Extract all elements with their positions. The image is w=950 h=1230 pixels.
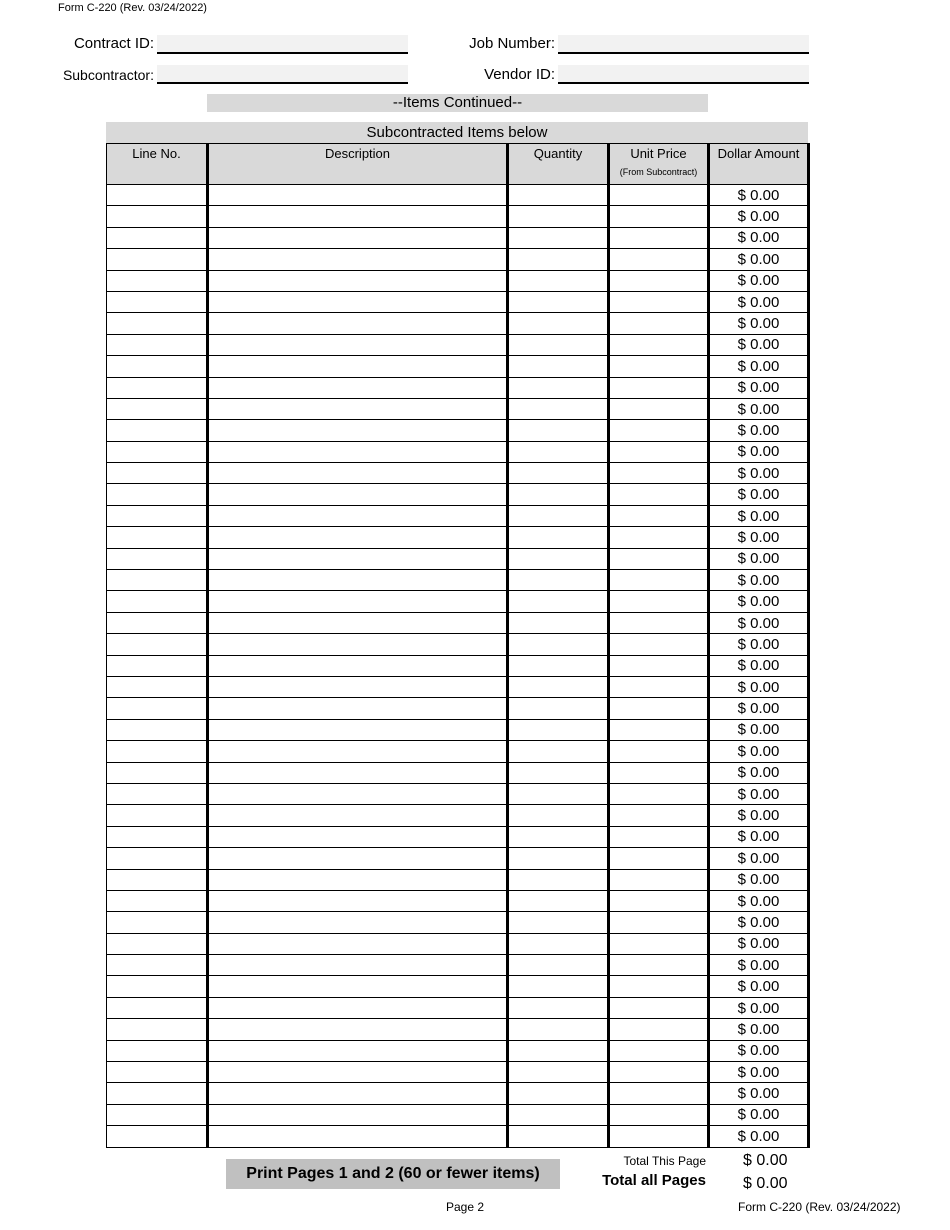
quantity-cell[interactable] bbox=[508, 826, 609, 847]
table-row bbox=[107, 976, 809, 997]
line-no-cell[interactable] bbox=[107, 441, 208, 462]
line-no-cell[interactable] bbox=[107, 334, 208, 355]
dollar-amount-cell: $ 0.00 bbox=[709, 1126, 809, 1147]
unit-price-cell[interactable] bbox=[609, 805, 709, 826]
dollar-amount-cell: $ 0.00 bbox=[709, 1062, 809, 1083]
dollar-amount-cell: $ 0.00 bbox=[709, 997, 809, 1018]
description-cell[interactable] bbox=[208, 334, 508, 355]
vendor-id-field[interactable] bbox=[558, 65, 809, 84]
dollar-amount-cell: $ 0.00 bbox=[709, 1104, 809, 1125]
quantity-cell[interactable] bbox=[508, 976, 609, 997]
dollar-amount-cell: $ 0.00 bbox=[709, 612, 809, 633]
table-row bbox=[107, 890, 809, 911]
quantity-cell[interactable] bbox=[508, 612, 609, 633]
line-no-cell[interactable] bbox=[107, 527, 208, 548]
unit-price-cell[interactable] bbox=[609, 826, 709, 847]
unit-price-cell[interactable] bbox=[609, 420, 709, 441]
table-row bbox=[107, 356, 809, 377]
items-continued-banner: --Items Continued-- bbox=[207, 94, 708, 112]
table-row bbox=[107, 270, 809, 291]
form-id-top: Form C-220 (Rev. 03/24/2022) bbox=[58, 2, 207, 14]
description-cell[interactable] bbox=[208, 291, 508, 312]
description-cell[interactable] bbox=[208, 398, 508, 419]
dollar-amount-cell: $ 0.00 bbox=[709, 249, 809, 270]
line-no-cell[interactable] bbox=[107, 484, 208, 505]
table-row bbox=[107, 420, 809, 441]
contract-id-label: Contract ID: bbox=[73, 35, 154, 52]
table-row bbox=[107, 1126, 809, 1147]
quantity-cell[interactable] bbox=[508, 1083, 609, 1104]
quantity-cell[interactable] bbox=[508, 698, 609, 719]
quantity-cell[interactable] bbox=[508, 1126, 609, 1147]
quantity-cell[interactable] bbox=[508, 334, 609, 355]
description-cell[interactable] bbox=[208, 997, 508, 1018]
table-row bbox=[107, 1083, 809, 1104]
dollar-amount-cell: $ 0.00 bbox=[709, 505, 809, 526]
table-row bbox=[107, 377, 809, 398]
unit-price-cell[interactable] bbox=[609, 570, 709, 591]
unit-price-cell[interactable] bbox=[609, 591, 709, 612]
table-row bbox=[107, 612, 809, 633]
quantity-cell[interactable] bbox=[508, 270, 609, 291]
dollar-amount-cell: $ 0.00 bbox=[709, 591, 809, 612]
quantity-cell[interactable] bbox=[508, 848, 609, 869]
dollar-amount-cell: $ 0.00 bbox=[709, 270, 809, 291]
line-no-cell[interactable] bbox=[107, 1083, 208, 1104]
description-cell[interactable] bbox=[208, 1062, 508, 1083]
dollar-amount-cell: $ 0.00 bbox=[709, 634, 809, 655]
line-no-cell[interactable] bbox=[107, 719, 208, 740]
unit-price-cell[interactable] bbox=[609, 270, 709, 291]
table-row bbox=[107, 1104, 809, 1125]
description-cell[interactable] bbox=[208, 655, 508, 676]
description-cell[interactable] bbox=[208, 634, 508, 655]
unit-price-cell[interactable] bbox=[609, 484, 709, 505]
table-row bbox=[107, 826, 809, 847]
unit-price-cell[interactable] bbox=[609, 912, 709, 933]
quantity-cell[interactable] bbox=[508, 377, 609, 398]
unit-price-cell[interactable] bbox=[609, 1019, 709, 1040]
table-title: Subcontracted Items below bbox=[106, 122, 808, 143]
dollar-amount-cell: $ 0.00 bbox=[709, 291, 809, 312]
total-this-page-value: $ 0.00 bbox=[743, 1152, 788, 1169]
quantity-cell[interactable] bbox=[508, 997, 609, 1018]
unit-price-cell[interactable] bbox=[609, 1062, 709, 1083]
line-no-cell[interactable] bbox=[107, 377, 208, 398]
quantity-cell[interactable] bbox=[508, 313, 609, 334]
description-cell[interactable] bbox=[208, 270, 508, 291]
line-no-cell[interactable] bbox=[107, 762, 208, 783]
column-header-description: Description bbox=[208, 144, 508, 185]
table-row bbox=[107, 741, 809, 762]
description-cell[interactable] bbox=[208, 1104, 508, 1125]
table-row bbox=[107, 997, 809, 1018]
dollar-amount-cell: $ 0.00 bbox=[709, 398, 809, 419]
quantity-cell[interactable] bbox=[508, 249, 609, 270]
dollar-amount-cell: $ 0.00 bbox=[709, 698, 809, 719]
dollar-amount-cell: $ 0.00 bbox=[709, 912, 809, 933]
line-no-cell[interactable] bbox=[107, 783, 208, 804]
dollar-amount-cell: $ 0.00 bbox=[709, 334, 809, 355]
description-cell[interactable] bbox=[208, 420, 508, 441]
unit-price-cell[interactable] bbox=[609, 997, 709, 1018]
unit-price-cell[interactable] bbox=[609, 227, 709, 248]
line-no-cell[interactable] bbox=[107, 227, 208, 248]
line-no-cell[interactable] bbox=[107, 313, 208, 334]
line-no-cell[interactable] bbox=[107, 463, 208, 484]
quantity-cell[interactable] bbox=[508, 676, 609, 697]
description-cell[interactable] bbox=[208, 227, 508, 248]
print-pages-button[interactable]: Print Pages 1 and 2 (60 or fewer items) bbox=[226, 1159, 560, 1189]
quantity-cell[interactable] bbox=[508, 527, 609, 548]
description-cell[interactable] bbox=[208, 933, 508, 954]
contract-id-field[interactable] bbox=[157, 35, 408, 54]
total-all-pages-value: $ 0.00 bbox=[743, 1175, 788, 1192]
quantity-cell[interactable] bbox=[508, 762, 609, 783]
line-no-cell[interactable] bbox=[107, 1062, 208, 1083]
quantity-cell[interactable] bbox=[508, 869, 609, 890]
description-cell[interactable] bbox=[208, 826, 508, 847]
unit-price-cell[interactable] bbox=[609, 1083, 709, 1104]
description-cell[interactable] bbox=[208, 548, 508, 569]
unit-price-cell[interactable] bbox=[609, 1104, 709, 1125]
line-no-cell[interactable] bbox=[107, 933, 208, 954]
description-cell[interactable] bbox=[208, 869, 508, 890]
unit-price-cell[interactable] bbox=[609, 527, 709, 548]
description-cell[interactable] bbox=[208, 377, 508, 398]
unit-price-cell[interactable] bbox=[609, 890, 709, 911]
line-no-cell[interactable] bbox=[107, 741, 208, 762]
description-cell[interactable] bbox=[208, 570, 508, 591]
line-no-cell[interactable] bbox=[107, 398, 208, 419]
line-no-cell[interactable] bbox=[107, 356, 208, 377]
quantity-cell[interactable] bbox=[508, 420, 609, 441]
line-no-cell[interactable] bbox=[107, 890, 208, 911]
dollar-amount-cell: $ 0.00 bbox=[709, 826, 809, 847]
line-no-cell[interactable] bbox=[107, 805, 208, 826]
quantity-cell[interactable] bbox=[508, 185, 609, 206]
quantity-cell[interactable] bbox=[508, 463, 609, 484]
table-row bbox=[107, 291, 809, 312]
description-cell[interactable] bbox=[208, 719, 508, 740]
unit-price-sublabel: (From Subcontract) bbox=[619, 167, 698, 177]
dollar-amount-cell: $ 0.00 bbox=[709, 1083, 809, 1104]
dollar-amount-cell: $ 0.00 bbox=[709, 783, 809, 804]
unit-price-cell[interactable] bbox=[609, 676, 709, 697]
unit-price-cell[interactable] bbox=[609, 1040, 709, 1061]
table-row bbox=[107, 783, 809, 804]
quantity-cell[interactable] bbox=[508, 955, 609, 976]
description-cell[interactable] bbox=[208, 912, 508, 933]
dollar-amount-cell: $ 0.00 bbox=[709, 869, 809, 890]
dollar-amount-cell: $ 0.00 bbox=[709, 655, 809, 676]
description-cell[interactable] bbox=[208, 783, 508, 804]
unit-price-cell[interactable] bbox=[609, 933, 709, 954]
vendor-id-label: Vendor ID: bbox=[484, 66, 555, 83]
line-no-cell[interactable] bbox=[107, 270, 208, 291]
quantity-cell[interactable] bbox=[508, 484, 609, 505]
dollar-amount-cell: $ 0.00 bbox=[709, 1040, 809, 1061]
quantity-cell[interactable] bbox=[508, 591, 609, 612]
line-no-cell[interactable] bbox=[107, 570, 208, 591]
table-row bbox=[107, 527, 809, 548]
unit-price-cell[interactable] bbox=[609, 762, 709, 783]
line-no-cell[interactable] bbox=[107, 655, 208, 676]
dollar-amount-cell: $ 0.00 bbox=[709, 805, 809, 826]
dollar-amount-cell: $ 0.00 bbox=[709, 484, 809, 505]
quantity-cell[interactable] bbox=[508, 741, 609, 762]
line-no-cell[interactable] bbox=[107, 826, 208, 847]
line-no-cell[interactable] bbox=[107, 997, 208, 1018]
description-cell[interactable] bbox=[208, 185, 508, 206]
unit-price-cell[interactable] bbox=[609, 548, 709, 569]
unit-price-cell[interactable] bbox=[609, 398, 709, 419]
table-row bbox=[107, 505, 809, 526]
line-no-cell[interactable] bbox=[107, 869, 208, 890]
quantity-cell[interactable] bbox=[508, 548, 609, 569]
description-cell[interactable] bbox=[208, 356, 508, 377]
dollar-amount-cell: $ 0.00 bbox=[709, 420, 809, 441]
description-cell[interactable] bbox=[208, 1083, 508, 1104]
dollar-amount-cell: $ 0.00 bbox=[709, 570, 809, 591]
subcontractor-label: Subcontractor: bbox=[62, 67, 154, 83]
line-no-cell[interactable] bbox=[107, 185, 208, 206]
table-row bbox=[107, 1019, 809, 1040]
table-row bbox=[107, 933, 809, 954]
dollar-amount-cell: $ 0.00 bbox=[709, 1019, 809, 1040]
table-row bbox=[107, 1062, 809, 1083]
table-row bbox=[107, 762, 809, 783]
form-id-bottom: Form C-220 (Rev. 03/24/2022) bbox=[738, 1200, 901, 1214]
table-row bbox=[107, 206, 809, 227]
table-row bbox=[107, 698, 809, 719]
description-cell[interactable] bbox=[208, 441, 508, 462]
line-no-cell[interactable] bbox=[107, 548, 208, 569]
dollar-amount-cell: $ 0.00 bbox=[709, 206, 809, 227]
table-row bbox=[107, 570, 809, 591]
line-no-cell[interactable] bbox=[107, 955, 208, 976]
description-cell[interactable] bbox=[208, 612, 508, 633]
subcontractor-field[interactable] bbox=[157, 65, 408, 84]
dollar-amount-cell: $ 0.00 bbox=[709, 463, 809, 484]
line-no-cell[interactable] bbox=[107, 634, 208, 655]
column-header-unit-price bbox=[609, 144, 709, 185]
table-row bbox=[107, 848, 809, 869]
description-cell[interactable] bbox=[208, 591, 508, 612]
dollar-amount-cell: $ 0.00 bbox=[709, 762, 809, 783]
line-no-cell[interactable] bbox=[107, 1126, 208, 1147]
unit-price-cell[interactable] bbox=[609, 655, 709, 676]
column-header-dollar-amount: Dollar Amount bbox=[709, 144, 809, 185]
quantity-cell[interactable] bbox=[508, 933, 609, 954]
items-table-body bbox=[107, 185, 809, 1148]
line-no-cell[interactable] bbox=[107, 505, 208, 526]
quantity-cell[interactable] bbox=[508, 719, 609, 740]
dollar-amount-cell: $ 0.00 bbox=[709, 313, 809, 334]
line-no-cell[interactable] bbox=[107, 1019, 208, 1040]
description-cell[interactable] bbox=[208, 890, 508, 911]
dollar-amount-cell: $ 0.00 bbox=[709, 741, 809, 762]
quantity-cell[interactable] bbox=[508, 441, 609, 462]
dollar-amount-cell: $ 0.00 bbox=[709, 227, 809, 248]
description-cell[interactable] bbox=[208, 762, 508, 783]
description-cell[interactable] bbox=[208, 484, 508, 505]
unit-price-cell[interactable] bbox=[609, 291, 709, 312]
quantity-cell[interactable] bbox=[508, 1019, 609, 1040]
unit-price-cell[interactable] bbox=[609, 441, 709, 462]
quantity-cell[interactable] bbox=[508, 505, 609, 526]
quantity-cell[interactable] bbox=[508, 206, 609, 227]
description-cell[interactable] bbox=[208, 848, 508, 869]
dollar-amount-cell: $ 0.00 bbox=[709, 890, 809, 911]
description-cell[interactable] bbox=[208, 698, 508, 719]
dollar-amount-cell: $ 0.00 bbox=[709, 185, 809, 206]
quantity-cell[interactable] bbox=[508, 1104, 609, 1125]
quantity-cell[interactable] bbox=[508, 783, 609, 804]
table-row bbox=[107, 719, 809, 740]
page-number: Page 2 bbox=[446, 1200, 485, 1214]
table-row bbox=[107, 676, 809, 697]
unit-price-cell[interactable] bbox=[609, 698, 709, 719]
line-no-cell[interactable] bbox=[107, 249, 208, 270]
dollar-amount-cell: $ 0.00 bbox=[709, 548, 809, 569]
unit-price-cell[interactable] bbox=[609, 377, 709, 398]
job-number-label: Job Number: bbox=[469, 35, 555, 52]
line-no-cell[interactable] bbox=[107, 291, 208, 312]
quantity-cell[interactable] bbox=[508, 398, 609, 419]
table-row bbox=[107, 955, 809, 976]
description-cell[interactable] bbox=[208, 463, 508, 484]
line-no-cell[interactable] bbox=[107, 676, 208, 697]
table-row bbox=[107, 441, 809, 462]
column-header-line-no: Line No. bbox=[107, 144, 208, 185]
description-cell[interactable] bbox=[208, 505, 508, 526]
table-row bbox=[107, 655, 809, 676]
description-cell[interactable] bbox=[208, 1040, 508, 1061]
description-cell[interactable] bbox=[208, 976, 508, 997]
unit-price-cell[interactable] bbox=[609, 185, 709, 206]
line-no-cell[interactable] bbox=[107, 1040, 208, 1061]
line-no-cell[interactable] bbox=[107, 1104, 208, 1125]
column-header-quantity: Quantity bbox=[508, 144, 609, 185]
description-cell[interactable] bbox=[208, 1126, 508, 1147]
description-cell[interactable] bbox=[208, 805, 508, 826]
unit-price-cell[interactable] bbox=[609, 848, 709, 869]
description-cell[interactable] bbox=[208, 955, 508, 976]
table-row bbox=[107, 548, 809, 569]
unit-price-cell[interactable] bbox=[609, 249, 709, 270]
unit-price-cell[interactable] bbox=[609, 955, 709, 976]
unit-price-cell[interactable] bbox=[609, 783, 709, 804]
table-row bbox=[107, 634, 809, 655]
unit-price-cell[interactable] bbox=[609, 206, 709, 227]
description-cell[interactable] bbox=[208, 249, 508, 270]
unit-price-cell[interactable] bbox=[609, 356, 709, 377]
table-row bbox=[107, 227, 809, 248]
quantity-cell[interactable] bbox=[508, 291, 609, 312]
unit-price-label: Unit Price bbox=[630, 146, 687, 161]
quantity-cell[interactable] bbox=[508, 912, 609, 933]
quantity-cell[interactable] bbox=[508, 356, 609, 377]
line-no-cell[interactable] bbox=[107, 612, 208, 633]
table-row bbox=[107, 591, 809, 612]
table-row bbox=[107, 185, 809, 206]
table-row bbox=[107, 912, 809, 933]
table-row bbox=[107, 398, 809, 419]
unit-price-cell[interactable] bbox=[609, 505, 709, 526]
dollar-amount-cell: $ 0.00 bbox=[709, 441, 809, 462]
description-cell[interactable] bbox=[208, 741, 508, 762]
dollar-amount-cell: $ 0.00 bbox=[709, 356, 809, 377]
total-this-page-label: Total This Page bbox=[623, 1154, 706, 1168]
line-no-cell[interactable] bbox=[107, 420, 208, 441]
table-row bbox=[107, 334, 809, 355]
table-header-row bbox=[107, 144, 809, 185]
line-no-cell[interactable] bbox=[107, 976, 208, 997]
description-cell[interactable] bbox=[208, 676, 508, 697]
quantity-cell[interactable] bbox=[508, 227, 609, 248]
unit-price-cell[interactable] bbox=[609, 741, 709, 762]
dollar-amount-cell: $ 0.00 bbox=[709, 527, 809, 548]
unit-price-cell[interactable] bbox=[609, 634, 709, 655]
unit-price-cell[interactable] bbox=[609, 612, 709, 633]
quantity-cell[interactable] bbox=[508, 805, 609, 826]
dollar-amount-cell: $ 0.00 bbox=[709, 676, 809, 697]
job-number-field[interactable] bbox=[558, 35, 809, 54]
dollar-amount-cell: $ 0.00 bbox=[709, 377, 809, 398]
table-row bbox=[107, 805, 809, 826]
table-row bbox=[107, 484, 809, 505]
unit-price-cell[interactable] bbox=[609, 463, 709, 484]
quantity-cell[interactable] bbox=[508, 570, 609, 591]
unit-price-cell[interactable] bbox=[609, 313, 709, 334]
line-no-cell[interactable] bbox=[107, 848, 208, 869]
line-no-cell[interactable] bbox=[107, 206, 208, 227]
description-cell[interactable] bbox=[208, 206, 508, 227]
line-no-cell[interactable] bbox=[107, 912, 208, 933]
line-no-cell[interactable] bbox=[107, 591, 208, 612]
quantity-cell[interactable] bbox=[508, 634, 609, 655]
table-row bbox=[107, 313, 809, 334]
dollar-amount-cell: $ 0.00 bbox=[709, 848, 809, 869]
unit-price-cell[interactable] bbox=[609, 869, 709, 890]
line-no-cell[interactable] bbox=[107, 698, 208, 719]
dollar-amount-cell: $ 0.00 bbox=[709, 933, 809, 954]
table-row bbox=[107, 463, 809, 484]
table-row bbox=[107, 869, 809, 890]
total-all-pages-label: Total all Pages bbox=[602, 1172, 706, 1189]
table-row bbox=[107, 249, 809, 270]
quantity-cell[interactable] bbox=[508, 1040, 609, 1061]
unit-price-cell[interactable] bbox=[609, 976, 709, 997]
unit-price-cell[interactable] bbox=[609, 719, 709, 740]
description-cell[interactable] bbox=[208, 313, 508, 334]
unit-price-cell[interactable] bbox=[609, 1126, 709, 1147]
items-table bbox=[106, 143, 810, 1148]
unit-price-cell[interactable] bbox=[609, 334, 709, 355]
description-cell[interactable] bbox=[208, 527, 508, 548]
dollar-amount-cell: $ 0.00 bbox=[709, 976, 809, 997]
table-row bbox=[107, 1040, 809, 1061]
description-cell[interactable] bbox=[208, 1019, 508, 1040]
quantity-cell[interactable] bbox=[508, 890, 609, 911]
quantity-cell[interactable] bbox=[508, 1062, 609, 1083]
dollar-amount-cell: $ 0.00 bbox=[709, 955, 809, 976]
quantity-cell[interactable] bbox=[508, 655, 609, 676]
dollar-amount-cell: $ 0.00 bbox=[709, 719, 809, 740]
